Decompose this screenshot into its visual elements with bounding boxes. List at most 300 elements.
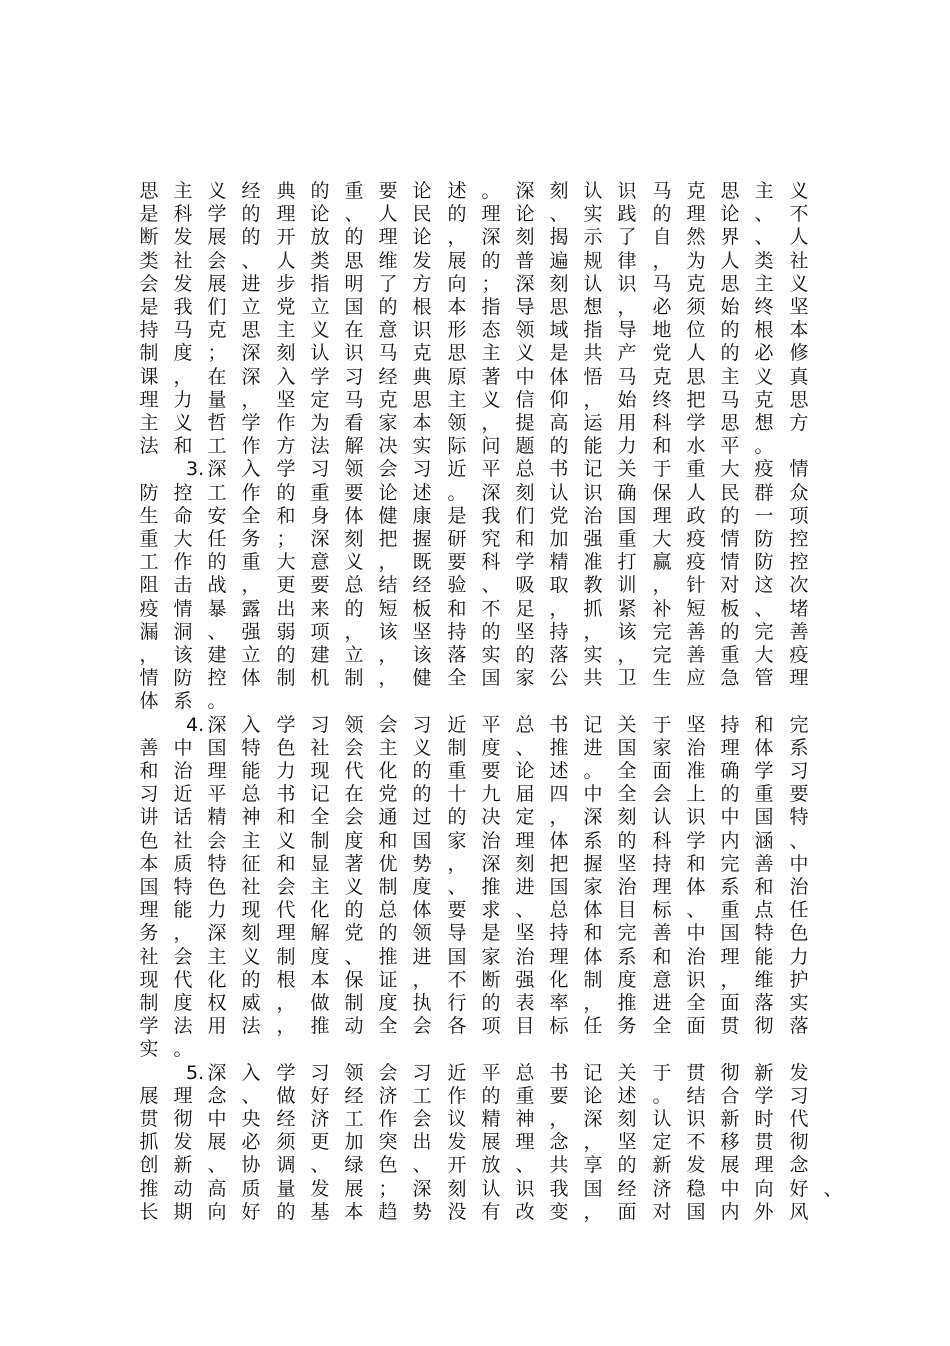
text-char: 期 bbox=[173, 1200, 193, 1223]
text-line bbox=[0, 665, 950, 691]
text-char: 现 bbox=[241, 899, 261, 922]
text-char: 涵 bbox=[754, 829, 774, 852]
text-char: 精 bbox=[207, 806, 227, 829]
text-char: 展 bbox=[344, 1177, 364, 1200]
text-char: 护 bbox=[789, 968, 809, 991]
text-char: 特 bbox=[789, 806, 809, 829]
text-char: 能 bbox=[583, 435, 603, 458]
text-char: 展 bbox=[447, 249, 467, 272]
text-char: 是 bbox=[481, 922, 501, 945]
text-char: 深 bbox=[515, 180, 535, 202]
text-char: 的 bbox=[549, 435, 569, 458]
text-char: 国 bbox=[720, 922, 740, 945]
text-char: 。 bbox=[652, 1084, 672, 1107]
text-char: 系 bbox=[173, 690, 193, 713]
text-char: 马 bbox=[378, 342, 398, 365]
text-char: 。 bbox=[481, 180, 501, 202]
text-char: 人 bbox=[789, 226, 809, 249]
text-line bbox=[0, 688, 950, 714]
text-char: 中 bbox=[720, 1177, 740, 1200]
text-char: 善 bbox=[686, 644, 706, 666]
text-char: 教 bbox=[583, 574, 603, 597]
text-char: ； bbox=[207, 342, 227, 365]
text-char: 践 bbox=[617, 203, 637, 226]
text-char: 的 bbox=[720, 504, 740, 527]
text-char: 全 bbox=[617, 760, 637, 782]
text-char: 重 bbox=[686, 458, 706, 481]
text-char: 深 bbox=[583, 806, 603, 829]
text-char: 会 bbox=[276, 876, 296, 898]
text-char: 板 bbox=[412, 597, 432, 620]
text-char: ， bbox=[139, 644, 159, 666]
text-char: 能 bbox=[173, 899, 193, 922]
text-char: 念 bbox=[549, 1131, 569, 1154]
text-char: 重 bbox=[241, 551, 261, 574]
text-char: 想 bbox=[583, 296, 603, 318]
text-char: 项 bbox=[481, 1015, 501, 1038]
text-char: 贯 bbox=[754, 1131, 774, 1154]
text-char: 刻 bbox=[549, 272, 569, 295]
text-char: 必 bbox=[652, 296, 672, 318]
text-char: 深 bbox=[207, 458, 227, 481]
text-char: 的 bbox=[207, 551, 227, 574]
text-line bbox=[0, 1036, 950, 1062]
text-char: 国 bbox=[207, 736, 227, 759]
text-char: 本 bbox=[412, 412, 432, 434]
text-char: 应 bbox=[686, 667, 706, 690]
text-char: 确 bbox=[720, 760, 740, 782]
text-char: 刻 bbox=[617, 806, 637, 829]
text-char: 制 bbox=[378, 876, 398, 898]
text-char: 的 bbox=[617, 829, 637, 852]
text-char: 识 bbox=[617, 272, 637, 295]
text-char: 共 bbox=[583, 667, 603, 690]
text-char: 质 bbox=[173, 852, 193, 875]
text-char: 机 bbox=[310, 667, 330, 690]
text-char: 善 bbox=[139, 736, 159, 759]
text-char: 、 bbox=[447, 876, 467, 898]
text-char: 主 bbox=[754, 272, 774, 295]
text-char: 国 bbox=[139, 876, 159, 898]
text-char: 务 bbox=[241, 528, 261, 550]
text-char: 大 bbox=[754, 644, 774, 666]
text-char: 控 bbox=[789, 528, 809, 550]
text-char: 导 bbox=[617, 319, 637, 342]
text-char: 来 bbox=[310, 597, 330, 620]
text-char: 哲 bbox=[207, 412, 227, 434]
text-char: 出 bbox=[412, 1131, 432, 1154]
text-char: 系 bbox=[789, 736, 809, 759]
text-char: 克 bbox=[652, 365, 672, 388]
text-char: 全 bbox=[652, 1015, 672, 1038]
text-char: 中 bbox=[720, 806, 740, 829]
text-char: 义 bbox=[207, 180, 227, 202]
text-char: 制 bbox=[276, 945, 296, 968]
text-char: 发 bbox=[310, 1177, 330, 1200]
text-char: 优 bbox=[378, 852, 398, 875]
text-char: 结 bbox=[686, 1084, 706, 1107]
text-char: 领 bbox=[515, 319, 535, 342]
text-char: 论 bbox=[378, 481, 398, 504]
text-char: 次 bbox=[789, 574, 809, 597]
text-char: 制 bbox=[447, 736, 467, 759]
text-char: 握 bbox=[583, 852, 603, 875]
text-char: 落 bbox=[447, 644, 467, 666]
text-char: 在 bbox=[344, 319, 364, 342]
text-char: 准 bbox=[686, 760, 706, 782]
text-char: 论 bbox=[515, 760, 535, 782]
text-char: 、 bbox=[310, 1154, 330, 1177]
text-char: 主 bbox=[720, 365, 740, 388]
text-char: 决 bbox=[378, 435, 398, 458]
text-char: 刻 bbox=[515, 852, 535, 875]
text-char: 国 bbox=[481, 667, 501, 690]
text-char: 要 bbox=[481, 760, 501, 782]
text-char: 理 bbox=[720, 945, 740, 968]
text-char: 势 bbox=[412, 852, 432, 875]
text-char: ， bbox=[583, 992, 603, 1014]
text-char: 马 bbox=[652, 272, 672, 295]
text-line bbox=[0, 340, 950, 366]
text-char: 和 bbox=[139, 760, 159, 782]
text-char: 学 bbox=[241, 412, 261, 434]
text-char: 书 bbox=[549, 1061, 569, 1084]
text-char: 动 bbox=[344, 1015, 364, 1038]
text-char: 社 bbox=[173, 829, 193, 852]
text-char: 域 bbox=[549, 319, 569, 342]
text-char: 重 bbox=[344, 180, 364, 202]
text-char: 抓 bbox=[583, 597, 603, 620]
text-char: 遍 bbox=[549, 249, 569, 272]
text-line bbox=[0, 804, 950, 830]
text-char: 马 bbox=[344, 388, 364, 411]
text-char: 要 bbox=[378, 180, 398, 202]
text-char: 和 bbox=[447, 597, 467, 620]
text-char: 疫 bbox=[789, 644, 809, 666]
text-char: 作 bbox=[378, 1108, 398, 1130]
text-char: 学 bbox=[276, 1061, 296, 1084]
text-char: 该 bbox=[378, 620, 398, 643]
text-char: 坚 bbox=[515, 922, 535, 945]
text-char: 急 bbox=[720, 667, 740, 690]
text-char: 学 bbox=[276, 458, 296, 481]
text-char: 地 bbox=[652, 319, 672, 342]
text-char: 和 bbox=[515, 528, 535, 550]
text-char: 真 bbox=[789, 365, 809, 388]
text-char: ， bbox=[378, 551, 398, 574]
text-char: 政 bbox=[686, 504, 706, 527]
text-char: 刻 bbox=[515, 226, 535, 249]
text-char: 经 bbox=[276, 1108, 296, 1130]
item-number: 3. bbox=[186, 458, 205, 481]
text-char: 贯 bbox=[139, 1108, 159, 1130]
text-char: 和 bbox=[754, 713, 774, 736]
text-line bbox=[0, 248, 950, 274]
text-line bbox=[0, 1129, 950, 1155]
text-char: 色 bbox=[207, 876, 227, 898]
text-char: 会 bbox=[652, 783, 672, 806]
text-char: 的 bbox=[344, 597, 364, 620]
text-char: ， bbox=[241, 388, 261, 411]
text-char: 终 bbox=[754, 296, 774, 318]
text-char: 保 bbox=[652, 481, 672, 504]
text-char: 坚 bbox=[617, 852, 637, 875]
text-char: 习 bbox=[344, 365, 364, 388]
text-char: 话 bbox=[173, 806, 193, 829]
text-char: 党 bbox=[549, 504, 569, 527]
text-char: 展 bbox=[720, 1154, 740, 1177]
text-char: 书 bbox=[549, 458, 569, 481]
text-char: 暴 bbox=[207, 597, 227, 620]
text-char: 治 bbox=[515, 945, 535, 968]
text-line bbox=[0, 1176, 950, 1202]
text-char: 始 bbox=[617, 388, 637, 411]
text-char: 终 bbox=[652, 388, 672, 411]
text-char: 总 bbox=[515, 713, 535, 736]
text-char: 发 bbox=[412, 249, 432, 272]
text-char: 突 bbox=[378, 1131, 398, 1154]
text-char: 典 bbox=[276, 180, 296, 202]
text-char: 精 bbox=[549, 551, 569, 574]
text-char: 现 bbox=[139, 968, 159, 991]
text-char: 发 bbox=[173, 226, 193, 249]
text-char: ， bbox=[549, 806, 569, 829]
text-char: 国 bbox=[344, 296, 364, 318]
text-char: 理 bbox=[207, 760, 227, 782]
text-char: 发 bbox=[173, 1131, 193, 1154]
text-char: 重 bbox=[720, 644, 740, 666]
text-char: 向 bbox=[754, 1177, 774, 1200]
text-char: 健 bbox=[378, 504, 398, 527]
text-char: 论 bbox=[720, 203, 740, 226]
text-char: 的 bbox=[720, 319, 740, 342]
text-char: 法 bbox=[310, 435, 330, 458]
text-char: 新 bbox=[652, 1154, 672, 1177]
text-char: 时 bbox=[754, 1108, 774, 1130]
text-char: 色 bbox=[139, 829, 159, 852]
text-char: 、 bbox=[241, 1084, 261, 1107]
text-char: 识 bbox=[686, 968, 706, 991]
text-line bbox=[0, 897, 950, 923]
text-char: 法 bbox=[173, 1015, 193, 1038]
text-char: 平 bbox=[720, 435, 740, 458]
text-char: 法 bbox=[139, 435, 159, 458]
text-char: 四 bbox=[549, 783, 569, 806]
text-char: 态 bbox=[481, 319, 501, 342]
text-char: 人 bbox=[276, 249, 296, 272]
text-char: 习 bbox=[310, 713, 330, 736]
text-line bbox=[0, 1152, 950, 1178]
text-char: 平 bbox=[481, 1061, 501, 1084]
text-char: 是 bbox=[549, 342, 569, 365]
text-char: ， bbox=[241, 574, 261, 597]
text-char: 众 bbox=[789, 481, 809, 504]
text-char: 的 bbox=[481, 1084, 501, 1107]
text-char: 作 bbox=[241, 481, 261, 504]
text-char: 思 bbox=[720, 272, 740, 295]
text-char: 内 bbox=[720, 1200, 740, 1223]
text-char: 趋 bbox=[378, 1200, 398, 1223]
text-char: 加 bbox=[549, 528, 569, 550]
text-char: 向 bbox=[447, 272, 467, 295]
text-char: 家 bbox=[515, 667, 535, 690]
text-char: 特 bbox=[207, 852, 227, 875]
text-line bbox=[0, 1106, 950, 1132]
text-char: 义 bbox=[481, 388, 501, 411]
text-line bbox=[0, 1083, 950, 1109]
text-char: 方 bbox=[412, 272, 432, 295]
text-char: 形 bbox=[447, 319, 467, 342]
text-char: 重 bbox=[310, 481, 330, 504]
text-char: 不 bbox=[686, 1131, 706, 1154]
text-char: 力 bbox=[207, 899, 227, 922]
text-char: 届 bbox=[515, 783, 535, 806]
text-char: 看 bbox=[344, 412, 364, 434]
text-char: 稳 bbox=[686, 1177, 706, 1200]
text-char: 方 bbox=[789, 412, 809, 434]
text-char: 。 bbox=[447, 481, 467, 504]
text-char: 要 bbox=[344, 481, 364, 504]
text-char: 新 bbox=[173, 1154, 193, 1177]
text-char: 完 bbox=[617, 922, 637, 945]
text-char: 持 bbox=[447, 620, 467, 643]
text-char: 理 bbox=[276, 203, 296, 226]
text-char: 权 bbox=[207, 992, 227, 1014]
text-char: 制 bbox=[310, 829, 330, 852]
text-char: 势 bbox=[412, 1200, 432, 1223]
text-char: ， bbox=[481, 412, 501, 434]
text-line bbox=[0, 967, 950, 993]
text-char: 神 bbox=[241, 806, 261, 829]
text-char: 任 bbox=[789, 899, 809, 922]
text-line bbox=[0, 480, 950, 506]
text-char: 紧 bbox=[617, 597, 637, 620]
text-char: 、 bbox=[207, 1154, 227, 1177]
text-line bbox=[0, 271, 950, 297]
text-char: 了 bbox=[378, 272, 398, 295]
text-char: 任 bbox=[207, 528, 227, 550]
text-char: 进 bbox=[515, 876, 535, 898]
text-char: 、 bbox=[789, 829, 809, 852]
text-char: 学 bbox=[754, 760, 774, 782]
text-char: 强 bbox=[515, 968, 535, 991]
text-char: 体 bbox=[412, 899, 432, 922]
text-char: 这 bbox=[754, 574, 774, 597]
text-char: 经 bbox=[241, 180, 261, 202]
text-char: 导 bbox=[515, 296, 535, 318]
text-char: 指 bbox=[583, 319, 603, 342]
text-char: 总 bbox=[515, 458, 535, 481]
text-char: 证 bbox=[378, 968, 398, 991]
text-char: 标 bbox=[652, 899, 672, 922]
text-char: 色 bbox=[789, 922, 809, 945]
text-char: 生 bbox=[652, 667, 672, 690]
text-char: 体 bbox=[139, 690, 159, 713]
text-char: 对 bbox=[720, 574, 740, 597]
text-char: 要 bbox=[447, 551, 467, 574]
text-char: 发 bbox=[173, 272, 193, 295]
text-char: 确 bbox=[617, 481, 637, 504]
text-line bbox=[0, 317, 950, 343]
text-char: 理 bbox=[173, 1084, 193, 1107]
text-char: 深 bbox=[412, 1177, 432, 1200]
text-char: 识 bbox=[617, 180, 637, 202]
text-char: 中 bbox=[515, 365, 535, 388]
text-char: 善 bbox=[652, 922, 672, 945]
text-char: 中 bbox=[583, 783, 603, 806]
text-char: 好 bbox=[789, 1177, 809, 1200]
text-char: 深 bbox=[583, 1108, 603, 1130]
text-char: 化 bbox=[549, 968, 569, 991]
text-char: 想 bbox=[754, 412, 774, 434]
text-char: 移 bbox=[720, 1131, 740, 1154]
text-char: 标 bbox=[549, 1015, 569, 1038]
text-char: 完 bbox=[789, 713, 809, 736]
text-char: 主 bbox=[139, 412, 159, 434]
text-char: 的 bbox=[412, 783, 432, 806]
text-line bbox=[0, 990, 950, 1016]
text-char: 义 bbox=[412, 736, 432, 759]
text-char: 实 bbox=[139, 1038, 159, 1061]
text-char: 认 bbox=[652, 806, 672, 829]
text-char: 刻 bbox=[276, 342, 296, 365]
text-char: 创 bbox=[139, 1154, 159, 1177]
text-char: 坚 bbox=[276, 388, 296, 411]
text-char: 问 bbox=[481, 435, 501, 458]
text-char: 领 bbox=[344, 713, 364, 736]
text-char: 习 bbox=[310, 458, 330, 481]
text-char: 验 bbox=[447, 574, 467, 597]
text-char: 主 bbox=[310, 876, 330, 898]
text-char: 明 bbox=[344, 272, 364, 295]
text-char: 的 bbox=[344, 226, 364, 249]
text-char: 学 bbox=[515, 551, 535, 574]
text-char: 近 bbox=[447, 1061, 467, 1084]
text-char: 国 bbox=[583, 1177, 603, 1200]
text-char: 和 bbox=[173, 435, 193, 458]
text-char: 央 bbox=[241, 1108, 261, 1130]
text-char: 全 bbox=[378, 1015, 398, 1038]
text-char: 刻 bbox=[549, 180, 569, 202]
text-char: 克 bbox=[754, 388, 774, 411]
text-char: 量 bbox=[276, 1177, 296, 1200]
text-char: 管 bbox=[754, 667, 774, 690]
text-char: 现 bbox=[310, 760, 330, 782]
text-char: 善 bbox=[686, 620, 706, 643]
text-char: 经 bbox=[344, 1084, 364, 1107]
text-char: 抓 bbox=[139, 1131, 159, 1154]
text-char: 用 bbox=[617, 412, 637, 434]
text-char: 运 bbox=[583, 412, 603, 434]
text-line bbox=[0, 572, 950, 598]
text-char: 科 bbox=[173, 203, 193, 226]
text-char: 针 bbox=[686, 574, 706, 597]
text-char: 度 bbox=[310, 945, 330, 968]
text-char: 深 bbox=[481, 226, 501, 249]
text-char: 对 bbox=[652, 1200, 672, 1223]
text-char: 的 bbox=[652, 203, 672, 226]
text-char: 的 bbox=[241, 968, 261, 991]
text-char: 律 bbox=[617, 249, 637, 272]
text-char: ， bbox=[276, 1015, 296, 1038]
text-char: 总 bbox=[344, 574, 364, 597]
text-char: 家 bbox=[583, 876, 603, 898]
text-char: 理 bbox=[652, 504, 672, 527]
text-char: 体 bbox=[754, 736, 774, 759]
text-char: 持 bbox=[549, 922, 569, 945]
text-char: 度 bbox=[344, 829, 364, 852]
text-char: 国 bbox=[412, 829, 432, 852]
